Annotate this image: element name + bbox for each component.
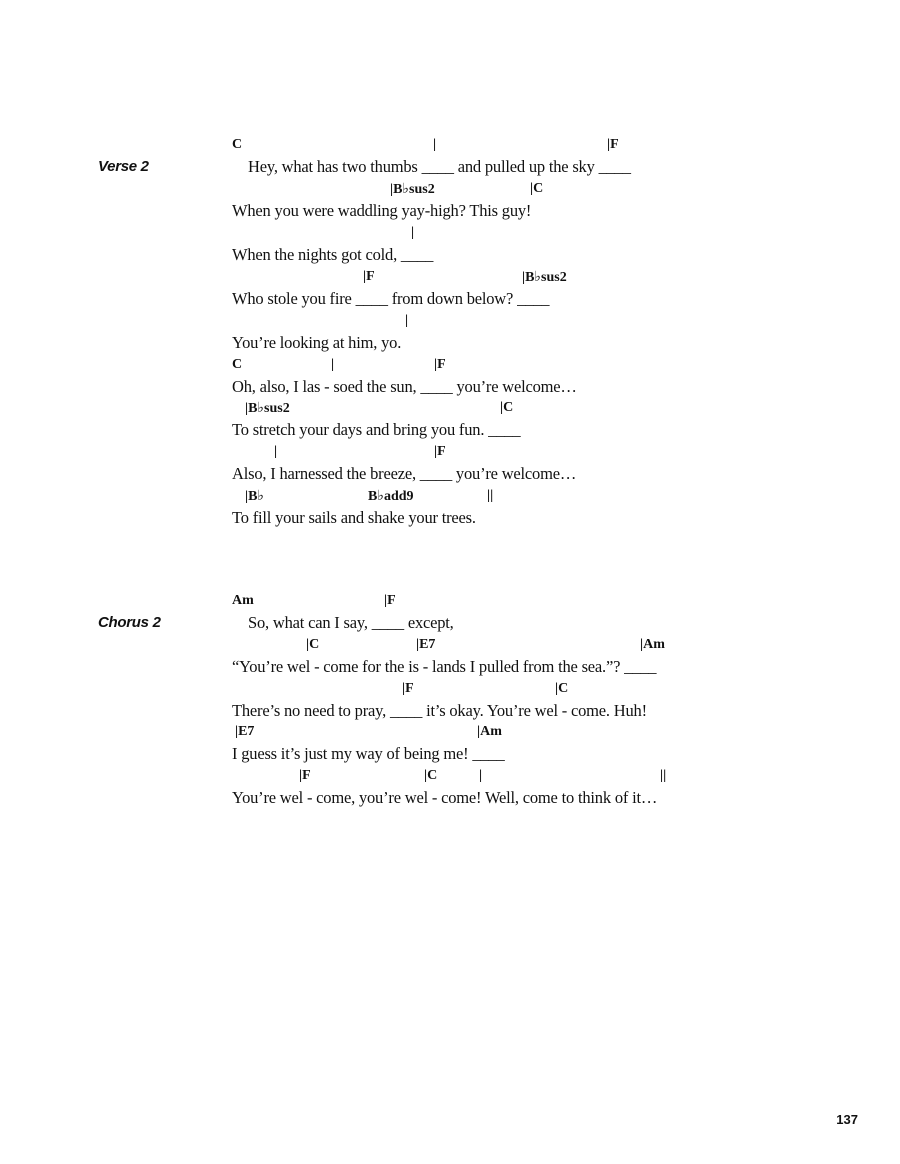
chord: |B♭sus2	[522, 270, 567, 285]
chord: |	[479, 768, 483, 783]
chord: |C	[500, 400, 514, 415]
lyric-line: Who stole you fire ____ from down below? ____	[232, 289, 550, 308]
chord: |F	[434, 357, 446, 372]
chord: |F	[384, 593, 396, 608]
chord: |	[433, 137, 437, 152]
chord: |B♭sus2	[390, 182, 435, 197]
chord: |F	[363, 269, 375, 284]
chord: |F	[299, 768, 311, 783]
chord: |	[274, 444, 278, 459]
lyric-line: There’s no need to pray, ____ it’s okay. You’re wel - come. Huh!	[232, 701, 647, 720]
chord: C	[232, 137, 243, 152]
chord: |C	[306, 637, 320, 652]
chord: |F	[607, 137, 619, 152]
lyric-line: I guess it’s just my way of being me! ____	[232, 744, 505, 763]
lyric-line: Hey, what has two thumbs ____ and pulled up the sky ____	[248, 157, 631, 176]
lyric-line: To fill your sails and shake your trees.	[232, 508, 476, 527]
section-label-verse-2: Verse 2	[98, 158, 149, 175]
chord: |	[405, 313, 409, 328]
chord: B♭add9	[368, 489, 414, 504]
chord: |	[331, 357, 335, 372]
chord: |E7	[235, 724, 255, 739]
chord: ||	[660, 768, 667, 783]
chord: ||	[487, 488, 494, 503]
section-label-chorus-2: Chorus 2	[98, 614, 161, 631]
chord: |B♭	[245, 489, 265, 504]
lyric-line: You’re looking at him, yo.	[232, 333, 402, 352]
chord: Am	[232, 593, 254, 608]
chord: |C	[424, 768, 438, 783]
chord: |C	[530, 181, 544, 196]
page-number: 137	[836, 1112, 858, 1127]
lyric-line: So, what can I say, ____ except,	[248, 613, 454, 632]
lyric-line: To stretch your days and bring you fun. ____	[232, 420, 521, 439]
lyric-line: When you were waddling yay-high? This guy!	[232, 201, 532, 220]
lyric-line: Oh, also, I las - soed the sun, ____ you’re welcome…	[232, 377, 577, 396]
chord: |Am	[640, 637, 665, 652]
lyric-line: When the nights got cold, ____	[232, 245, 434, 264]
chord: |F	[434, 444, 446, 459]
lyric-line: Also, I harnessed the breeze, ____ you’re welcome…	[232, 464, 577, 483]
chord: |Am	[477, 724, 502, 739]
chord: |	[411, 225, 415, 240]
lyric-line: You’re wel - come, you’re wel - come! Well, come to think of it…	[232, 788, 658, 807]
chord: |B♭sus2	[245, 401, 290, 416]
chord: |F	[402, 681, 414, 696]
chord: |E7	[416, 637, 436, 652]
chord: C	[232, 357, 243, 372]
lyric-line: “You’re wel - come for the is - lands I pulled from the sea.”? ____	[232, 657, 657, 676]
chord: |C	[555, 681, 569, 696]
